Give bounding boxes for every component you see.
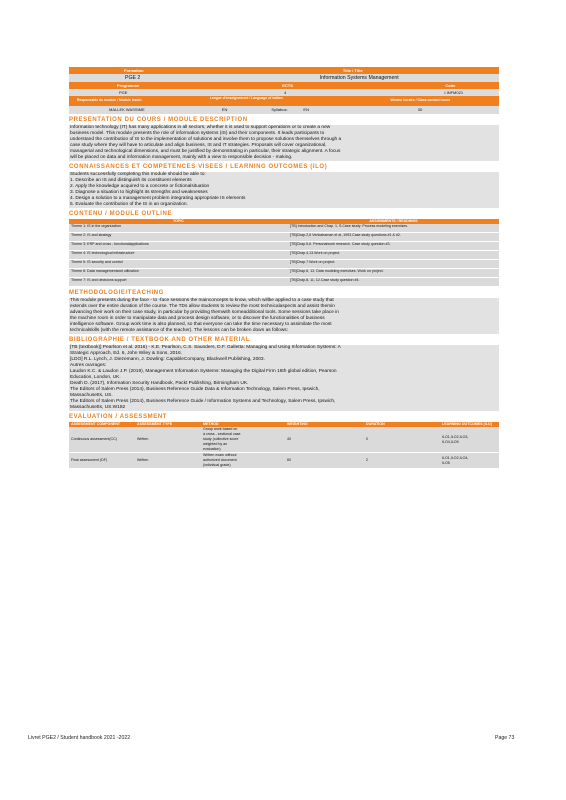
- method-line: authorized document: [203, 458, 237, 462]
- text-line: Students successfully completing this module should be able to:: [70, 172, 206, 177]
- component-cell: Final assessment (DF): [69, 453, 135, 469]
- readings-column-header: ASSIGNMENTS / READINGS: [288, 219, 499, 224]
- footer-handbook-label: Livret PGE2 / Student handbook 2021 -2022: [28, 735, 131, 741]
- text-line: Massachusetts, US.: [70, 393, 113, 398]
- text-line: technicalskills (with the remote assistance of the teacher). The lessons can be broken down as follows:: [70, 328, 289, 333]
- method-line: weighted by an: [203, 442, 228, 446]
- module-header: [69, 67, 499, 114]
- page-number: Page 73: [495, 735, 515, 741]
- title-label: Title / Title: [342, 68, 363, 73]
- text-line: business model. This module presents the role of information systems (IS) and their components. It leads participants to: [70, 131, 325, 136]
- weighting-cell: 40: [285, 427, 364, 453]
- component-cell: Continuous assessment(CC): [69, 427, 135, 453]
- topics-table: [69, 219, 499, 287]
- topic-cell: Theme 4: IS technological infrastructure: [69, 251, 288, 260]
- reading-cell: [TB]Chap.5,6. Personalwork research. Case study question #3.: [288, 242, 499, 251]
- handbook-page: [69, 67, 499, 469]
- topic-cell: Theme 3: ERP and cross - functionalapplications: [69, 242, 288, 251]
- text-line: extends over the entire duration of the course. The TDs allow students to review the most technicalaspects and assist themin: [70, 304, 335, 309]
- language-label: Langue d'enseignement / Language of tuition: [209, 96, 283, 100]
- method-cell: [201, 427, 285, 453]
- topic-column-header: TOPIC: [69, 219, 288, 224]
- text-line: 4. Design a solution to a management problem integrating appropriate IS elements: [70, 196, 246, 201]
- type-cell: Written: [135, 427, 201, 453]
- ects-label: ECTS: [282, 83, 293, 88]
- component-header: ASSESSMENT COMPONENT: [69, 422, 135, 427]
- module-leader-value: MALLEK WASSIME: [109, 107, 145, 112]
- table-row: [69, 269, 499, 278]
- text-line: Strategic Approach, Ed. 6, John Wiley & Sons, 2016.: [70, 351, 182, 356]
- table-row: [69, 233, 499, 242]
- topic-cell: Theme 2: IS and strategy: [69, 233, 288, 242]
- method-cell: [201, 453, 285, 469]
- evaluation-heading: EVALUATION / ASSESSMENT: [69, 414, 168, 420]
- table-row: [69, 260, 499, 269]
- presentation-heading: PRESENTATION DU COURS / MODULE DESCRIPTION: [69, 117, 248, 123]
- text-line: intelligence software. Group work time is also planned, so that everyone can take the time necessary to assimilate the most: [70, 322, 332, 327]
- table-row: [69, 453, 499, 469]
- ilo-header: LEARNING OUTCOMES (ILO): [440, 422, 499, 427]
- bibliography-heading: BIBLIOGRAPHIE / TEXTBOOK AND OTHER MATERIAL: [69, 337, 251, 343]
- text-line: advancing their work on their case study, in particular by providing themwith someadditional tools. Some sessions take place in: [70, 310, 339, 315]
- text-line: 2. Apply the knowledge acquired to a concrete or fictionalsituation: [70, 184, 210, 189]
- text-line: managerial and technological dimensions, and must be justified by demonstrating in particular, their strategic alignment. A focus: [70, 149, 341, 154]
- text-line: Autres ouvrages:: [70, 363, 107, 368]
- contact-hours-value: 30: [417, 107, 423, 112]
- table-row: [69, 242, 499, 251]
- programme-value: PGE: [119, 90, 128, 95]
- outline-heading: CONTENU / MODULE OUTLINE: [69, 211, 173, 217]
- ilo-cell: [440, 427, 499, 453]
- ilo-cell: [440, 453, 499, 469]
- weighting-header: WEIGHTING: [285, 422, 364, 427]
- outcomes-heading: CONNAISSANCES ET COMPETENCES VISEES / LEARNING OUTCOMES (ILO): [69, 164, 328, 170]
- table-row: [69, 278, 499, 287]
- text-line: This module presents during the face - to -face sessions the mainconcepts to know, which willbe applied to a case study that: [70, 298, 334, 303]
- methodology-text: [69, 298, 499, 334]
- text-line: [TB (textbook)] Pearlson et al. 2016) - K.E. Pearlson, C.S. Saunders, D.F. Galletta: Managing and Using Information Systems: A: [70, 345, 341, 350]
- ilo-line: ILO5: [442, 460, 450, 465]
- method-line: Written exam without: [203, 453, 237, 457]
- weighting-cell: 60: [285, 453, 364, 469]
- ilo-line: ILO1,ILO2,ILO4,: [442, 455, 469, 460]
- contact-hours-label: Volume horaire / Class contact hours: [390, 98, 450, 102]
- outcomes-text: [69, 172, 499, 208]
- topic-cell: Theme 6: Data managementand utilization: [69, 269, 288, 278]
- table-row: [69, 224, 499, 233]
- formation-label: Formation: [124, 68, 144, 73]
- type-header: ASSESSMENT TYPE: [135, 422, 201, 427]
- language-value: EN: [221, 107, 228, 112]
- text-line: The Editors of Salem Press (2014), Business Reference Guide / Information Systems and Technology, Salem Press, Ipswich,: [70, 399, 336, 404]
- text-line: Laudon K.C. & Laudon J.P. (2019), Management Information Systems: Managing the Digital Firm 16th global edition, Pearson: [70, 369, 337, 374]
- text-line: understand the contribution of IS to the implementation of solutions and involve them to propose solutions themselves through a: [70, 137, 342, 142]
- assessment-table: [69, 422, 499, 469]
- method-line: study (collective score: [203, 437, 239, 441]
- presentation-text: [69, 125, 499, 161]
- syllabus-label: Syllabus:: [271, 107, 288, 112]
- method-line: (individual grade): [203, 463, 231, 467]
- text-line: will be placed on data and information management, mainly with a view to responsible decision - making.: [70, 155, 293, 160]
- title-value: Information Systems Management: [319, 75, 399, 81]
- text-line: 5. Evaluate the contribution of the IS in an organization.: [70, 202, 188, 207]
- ilo-line: ILO1,ILO2,ILO3,: [442, 434, 469, 439]
- text-line: the machine room in order to manipulate data and process design software, or to discover the functionalities of business: [70, 316, 325, 321]
- reading-cell: [TB]Chap.4,13.Work on project.: [288, 251, 499, 260]
- method-header: METHOD: [201, 422, 285, 427]
- method-line: evaluation): [203, 447, 221, 451]
- code-value: I.INFM021: [444, 90, 464, 95]
- text-line: 1. Describe an IS and distinguish its constituent elements: [70, 178, 192, 183]
- table-row: [69, 427, 499, 453]
- duration-cell: 2: [364, 453, 440, 469]
- reading-cell: [TB]Chap.6, 13. Data modeling exercises. Work on project.: [288, 269, 499, 278]
- topic-cell: Theme 5: IS security and control: [69, 260, 288, 269]
- programme-label: Programme: [117, 83, 140, 88]
- bibliography-text: [69, 345, 499, 411]
- reading-cell: [TB]Chap.8, 11, 12.Case study question #4.: [288, 278, 499, 287]
- text-line: Massachusetts, US.W182: [70, 405, 126, 410]
- method-line: Group work based on: [203, 427, 238, 431]
- duration-header: DURATION: [364, 422, 440, 427]
- type-cell: Written: [135, 453, 201, 469]
- text-line: Education, London, UK.: [70, 375, 121, 380]
- reading-cell: [TB]Chap.7.Work on project.: [288, 260, 499, 269]
- table-row: [69, 251, 499, 260]
- formation-value: PGE 2: [125, 75, 141, 81]
- module-leader-label: Responsable du module / Module leader: [77, 98, 142, 102]
- text-line: case study where they will have to articulate and align business, IS and IT strategies. Proposals will cover organizational,: [70, 143, 327, 148]
- reading-cell: [TB] Introduction and Chap. 1, S.Case study: Process modeling exercises.: [288, 224, 499, 233]
- code-label: Code: [445, 83, 456, 88]
- methodology-heading: METHODOLOGIE/TEACHING: [69, 290, 164, 296]
- text-line: [LDO] R.L. Lynch, J. Diezemann, J. Dowling: CapableCompany, Blackwell Publishing, 2003.: [70, 357, 265, 362]
- method-line: a cross - sectional case: [203, 432, 241, 436]
- ects-value: 4: [284, 90, 287, 95]
- topic-cell: Theme 1: IS in the organization: [69, 224, 288, 233]
- text-line: Information technology (IT) has many applications in all sectors, whether it is used to support operations or to create a new: [70, 125, 331, 130]
- duration-cell: 0: [364, 427, 440, 453]
- text-line: 3. Diagnose a situation to highlight its strengths and weaknesses: [70, 190, 208, 195]
- text-line: The Editors of Salem Press (2014), Business Reference Guide Data & Information Technology, Salem Press, Ipswich,: [70, 387, 320, 392]
- syllabus-value: EN: [303, 107, 309, 112]
- topic-cell: Theme 7: IS and decisions support: [69, 278, 288, 287]
- text-line: Death D. (2017), Information Security Handbook, Packt Publishing, Birmingham UK.: [70, 381, 249, 386]
- reading-cell: [TB]Chap.2,6 Venkatraman et al.,1993.Case study questions #1 & #2.: [288, 233, 499, 242]
- ilo-line: ILO4,ILO5: [442, 439, 459, 444]
